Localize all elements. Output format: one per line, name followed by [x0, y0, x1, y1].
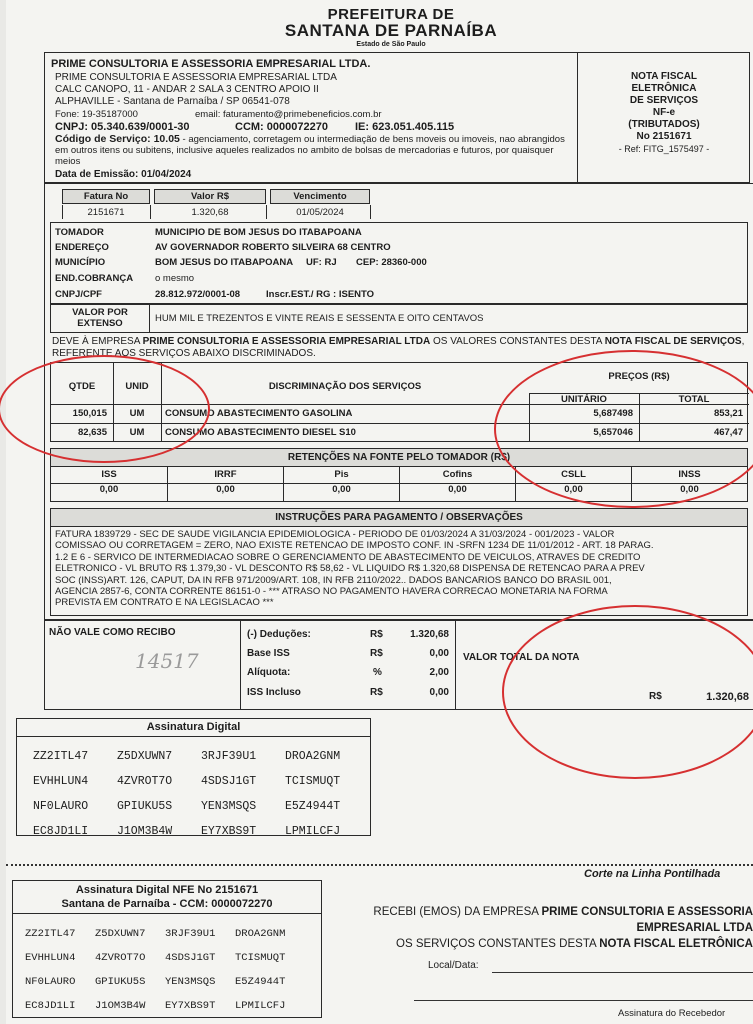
- valor-extenso-text: HUM MIL E TREZENTOS E VINTE REAIS E SESSENTA E OITO CENTAVOS: [155, 313, 484, 324]
- municipio-label: MUNICÍPIO: [55, 257, 106, 268]
- row2-unit: 5,657046: [593, 427, 633, 438]
- instrucoes-line: SOC (INSS)ART. 126, CAPUT, DA IN RFB 971/2009/ART. 108, IN RFB 2110/2022.. DADOS BANCARIOS BANCO DO BRASIL 001,: [55, 574, 612, 586]
- valor-value: 1.320,68: [191, 207, 229, 218]
- issuer-box: [44, 52, 750, 183]
- municipio-value: BOM JESUS DO ITABAPOANA: [155, 257, 294, 268]
- stub-code: 4ZVROT7O: [95, 952, 146, 964]
- signature-row: [33, 818, 369, 843]
- instrucoes-line: AGENCIA 2857-6, CONTA CORRENTE 86151-0 - *** ATRASO NO PAGAMENTO HAVERA CORRECAO MONETARIA NA FORMA: [55, 586, 608, 598]
- cut-line: [6, 864, 753, 866]
- stub-signature-row: [25, 921, 305, 945]
- stub-code: E5Z4944T: [235, 976, 286, 988]
- retencao-cell: [167, 467, 283, 501]
- retencao-value: 0,00: [216, 484, 235, 495]
- retencao-label: CSLL: [561, 469, 586, 480]
- cobranca-value: o mesmo: [155, 273, 195, 284]
- stub-code: 3RJF39U1: [165, 928, 216, 940]
- retencao-value: 0,00: [564, 484, 583, 495]
- fatura-value: 2151671: [87, 207, 125, 218]
- endereco-value: AV GOVERNADOR ROBERTO SILVEIRA 68 CENTRO: [155, 242, 391, 253]
- row2-total: 467,47: [713, 427, 743, 438]
- aliquota-unit: %: [373, 667, 382, 678]
- nota-fiscal-title: [583, 71, 745, 155]
- aliquota-label: Alíquota:: [247, 667, 291, 678]
- instrucoes-text: [55, 529, 654, 609]
- signature-row: [33, 793, 369, 818]
- signature-line: [414, 1000, 753, 1001]
- stub-code: GPIUKU5S: [95, 976, 146, 988]
- nota-number: No 2151671: [636, 131, 692, 142]
- fatura-label: Fatura No: [62, 189, 150, 204]
- instrucoes-line: COMISSAO OU CORRETAGEM = ZERO, NAO EXISTE RETENCAO DE IMPOSTO CONF. IN -SRFN 1234 DE 11/01/2012 - ART. 18 PARAG.: [55, 540, 654, 552]
- cobranca-label: END.COBRANÇA: [55, 273, 134, 284]
- signature-code: J1OM3B4W: [117, 825, 173, 838]
- stub-codes: [25, 921, 305, 1017]
- signature-code: TCISMUQT: [285, 775, 341, 788]
- row1-qtde: 150,015: [72, 408, 107, 419]
- unitario-header: UNITÁRIO: [561, 394, 607, 405]
- discriminacao-header: DISCRIMINAÇÃO DOS SERVIÇOS: [268, 381, 422, 392]
- inscricao-value: Inscr.EST./ RG : ISENTO: [266, 289, 375, 300]
- stub-code: LPMILCFJ: [235, 1000, 286, 1012]
- stub-code: EVHHLUN4: [25, 952, 76, 964]
- annotation-circle-prices: [494, 350, 753, 508]
- issuer-phone: Fone: 19-35187000: [55, 109, 138, 120]
- cnpj-label: CNPJ/CPF: [55, 289, 102, 300]
- row2-qtde: 82,635: [77, 427, 107, 438]
- corte-label: Corte na Linha Pontilhada: [584, 868, 721, 880]
- base-iss-value: 0,00: [429, 648, 449, 659]
- retencao-value: 0,00: [99, 484, 119, 495]
- stub-code: TCISMUQT: [235, 952, 286, 964]
- tomador-box: [50, 222, 748, 304]
- valor-total-value: 1.320,68: [706, 691, 749, 703]
- service-description: - agenciamento, corretagem ou intermediação de bens moveis ou imoveis, nao abrangidos em outros itens ou subitens, inclusive aqueles realizados no ambito de bolsas de mercadorias e futuros, por quaisquer meios: [55, 134, 565, 167]
- cep-value: CEP: 28360-000: [356, 257, 427, 268]
- recebi-line3: [332, 936, 753, 952]
- retencao-label: Cofins: [442, 469, 473, 480]
- row2-unid: UM: [129, 427, 145, 438]
- unid-header: UNID: [125, 381, 149, 392]
- valor-extenso-label2: EXTENSO: [77, 318, 123, 329]
- signature-code: EC8JD1LI: [33, 825, 89, 838]
- instrucoes-box: [50, 508, 748, 616]
- retencao-cell: [283, 467, 399, 501]
- signature-code: EY7XBS9T: [201, 825, 257, 838]
- stub-signature-box: [12, 880, 322, 1018]
- signature-code: 4SDSJ1GT: [201, 775, 257, 788]
- local-data-line: [492, 972, 753, 973]
- retencao-value: 0,00: [448, 484, 467, 495]
- stub-code: NF0LAURO: [25, 976, 76, 988]
- instrucoes-line: PREVISTA EM CONTRATO E NA LEGISLACAO ***: [55, 597, 274, 609]
- recebi-statement: [332, 904, 753, 952]
- deve-company: PRIME CONSULTORIA E ASSESSORIA EMPRESARIAL LTDA: [142, 336, 431, 347]
- city-line2: SANTANA DE PARNAÍBA: [284, 21, 498, 40]
- signature-code: LPMILCFJ: [285, 825, 341, 838]
- tomador-label: TOMADOR: [55, 227, 104, 238]
- stub-title-line2: Santana de Parnaíba - CCM: 0000072270: [61, 898, 273, 910]
- service-code: Código de Serviço: 10.05: [55, 133, 180, 145]
- qtde-header: QTDE: [68, 381, 96, 392]
- signature-code: EVHHLUN4: [33, 775, 89, 788]
- retencao-value: 0,00: [680, 484, 699, 495]
- signature-code: GPIUKU5S: [117, 800, 173, 813]
- retencao-value: 0,00: [332, 484, 351, 495]
- invoice-sheet: [6, 0, 753, 1024]
- recebi-line1: [332, 904, 753, 920]
- iss-incluso-value: 0,00: [429, 687, 449, 698]
- stub-code: 4SDSJ1GT: [165, 952, 216, 964]
- issuer-name: PRIME CONSULTORIA E ASSESSORIA EMPRESARIAL LTDA: [55, 72, 337, 83]
- recebi-line2: EMPRESARIAL LTDA: [636, 922, 753, 934]
- nao-vale-recibo: NÃO VALE COMO RECIBO: [49, 627, 176, 638]
- issuer-cnpj: CNPJ: 05.340.639/0001-30: [55, 121, 190, 133]
- nota-line1: NOTA FISCAL: [630, 71, 698, 82]
- iss-incluso-label: ISS Incluso: [247, 687, 301, 698]
- deducoes-label: (-) Deduções:: [247, 629, 311, 640]
- assinatura-codes: [33, 743, 369, 843]
- service-code-block: [55, 134, 570, 167]
- stub-code: EY7XBS9T: [165, 1000, 216, 1012]
- retencoes-title: RETENÇÕES NA FONTE PELO TOMADOR (R$): [51, 449, 747, 467]
- endereco-label: ENDEREÇO: [55, 242, 109, 253]
- issuer-ccm: CCM: 0000072270: [235, 121, 328, 133]
- stub-title: [13, 883, 321, 911]
- state-label: Estado de São Paulo: [356, 41, 426, 48]
- recebi-part1: RECEBI (EMOS) DA EMPRESA: [373, 906, 542, 918]
- recebi-part3: OS SERVIÇOS CONSTANTES DESTA: [396, 938, 600, 950]
- nota-line5: (TRIBUTADOS): [628, 119, 700, 130]
- stub-code: DROA2GNM: [235, 928, 286, 940]
- signature-code: 4ZVROT7O: [117, 775, 173, 788]
- deve-nota: NOTA FISCAL DE SERVIÇOS: [604, 336, 742, 347]
- recebi-company: PRIME CONSULTORIA E ASSESSORIA: [541, 906, 753, 918]
- aliquota-value: 2,00: [429, 667, 449, 678]
- stub-code: Z5DXUWN7: [95, 928, 146, 940]
- signature-row: [33, 743, 369, 768]
- signature-row: [33, 768, 369, 793]
- city-header: [246, 6, 536, 48]
- stub-signature-row: [25, 969, 305, 993]
- stub-code: EC8JD1LI: [25, 1000, 76, 1012]
- annotation-circle-total: [502, 605, 753, 779]
- row1-unid: UM: [129, 408, 145, 419]
- deducoes-unit: R$: [370, 629, 383, 640]
- retencao-label: INSS: [678, 469, 701, 480]
- valor-label: Valor R$: [154, 189, 266, 204]
- row1-unit: 5,687498: [593, 408, 633, 419]
- city-line1: PREFEITURA DE: [327, 6, 455, 23]
- valor-total-currency: R$: [649, 691, 662, 702]
- signature-code: E5Z4944T: [285, 800, 341, 813]
- recebi-nota: NOTA FISCAL ELETRÔNICA: [599, 938, 753, 950]
- signature-code: YEN3MSQS: [201, 800, 257, 813]
- signature-code: ZZ2ITL47: [33, 750, 89, 763]
- valor-extenso-box: [50, 304, 748, 333]
- issue-date: Data de Emissão: 01/04/2024: [55, 169, 192, 180]
- issuer-address1: CALC CANOPO, 11 - ANDAR 2 SALA 3 CENTRO APOIO II: [55, 84, 319, 95]
- assinatura-recebedor-label: Assinatura do Recebedor: [618, 1008, 726, 1019]
- instrucoes-title: INSTRUÇÕES PARA PAGAMENTO / OBSERVAÇÕES: [51, 509, 747, 527]
- valor-extenso-label1: VALOR POR: [72, 307, 128, 318]
- issuer-address2: ALPHAVILLE - Santana de Parnaíba / SP 06541-078: [55, 96, 290, 107]
- handwritten-note: 14517: [135, 649, 199, 673]
- retencao-cell: [399, 467, 515, 501]
- base-iss-label: Base ISS: [247, 648, 290, 659]
- deducoes-value: 1.320,68: [410, 629, 449, 640]
- deve-part1: DEVE À EMPRESA: [52, 336, 143, 347]
- instrucoes-line: ELETRONICO - VL BRUTO R$ 1.379,30 - VL DESCONTO R$ 58,62 - VL LIQUIDO R$ 1.320,68 DISPENSA DE RETENCAO PARA A PREV: [55, 563, 645, 575]
- retencao-label: ISS: [101, 469, 117, 480]
- local-data-label: Local/Data:: [428, 960, 479, 971]
- total-header: TOTAL: [678, 394, 710, 405]
- signature-code: NF0LAURO: [33, 800, 89, 813]
- issuer-name-bold: PRIME CONSULTORIA E ASSESSORIA EMPRESARIAL LTDA.: [51, 58, 371, 70]
- issuer-ie: IE: 623.051.405.115: [355, 121, 455, 133]
- instrucoes-line: 1.2 E 6 - SERVICO DE INTERMEDIACAO SOBRE O GERENCIAMENTO DE ABASTECIMENTO DE VEICULOS, ATRAVES DE CREDITO: [55, 551, 641, 563]
- tomador-value: MUNICIPIO DE BOM JESUS DO ITABAPOANA: [155, 227, 362, 238]
- cnpj-value: 28.812.972/0001-08: [155, 289, 241, 300]
- stub-code: J1OM3B4W: [95, 1000, 146, 1012]
- base-iss-unit: R$: [370, 648, 383, 659]
- retencao-label: IRRF: [214, 469, 237, 480]
- signature-code: Z5DXUWN7: [117, 750, 173, 763]
- stub-title-line1: Assinatura Digital NFE No 2151671: [75, 884, 259, 896]
- nota-line4: NF-e: [652, 107, 676, 118]
- vencimento-value: 01/05/2024: [296, 207, 344, 218]
- vencimento-label: Vencimento: [270, 189, 370, 204]
- stub-code: ZZ2ITL47: [25, 928, 76, 940]
- signature-code: DROA2GNM: [285, 750, 341, 763]
- assinatura-digital-title: Assinatura Digital: [17, 719, 370, 737]
- stub-signature-row: [25, 945, 305, 969]
- row1-total: 853,21: [713, 408, 743, 419]
- precos-header: PREÇOS (R$): [608, 371, 670, 382]
- retencao-cell: [51, 467, 167, 501]
- nota-ref: - Ref: FITG_1575497 -: [618, 144, 710, 154]
- row1-desc: CONSUMO ABASTECIMENTO GASOLINA: [165, 408, 353, 419]
- retencao-label: Pis: [334, 469, 349, 480]
- signature-code: 3RJF39U1: [201, 750, 257, 763]
- stub-code: YEN3MSQS: [165, 976, 216, 988]
- deve-part5: , REFERENTE AOS SERVIÇOS ABAIXO DISCRIMINADOS.: [52, 336, 745, 359]
- valor-total-label: VALOR TOTAL DA NOTA: [463, 652, 580, 663]
- nota-line2: ELETRÔNICA: [631, 83, 697, 94]
- nota-line3: DE SERVIÇOS: [629, 95, 699, 106]
- issuer-email: email: faturamento@primebeneficios.com.br: [195, 109, 382, 120]
- stub-signature-row: [25, 993, 305, 1017]
- valor-extenso-label: [51, 307, 149, 329]
- iss-incluso-unit: R$: [370, 687, 383, 698]
- deve-part3: OS VALORES CONSTANTES DESTA: [430, 336, 605, 347]
- annotation-circle-quantity: [0, 355, 210, 463]
- row2-desc: CONSUMO ABASTECIMENTO DIESEL S10: [165, 427, 356, 438]
- uf-value: UF: RJ: [306, 257, 337, 268]
- assinatura-digital-box: [16, 718, 371, 836]
- instrucoes-line: FATURA 1839729 - SEC DE SAUDE VIGILANCIA EPIDEMIOLOGICA - PERIODO DE 01/03/2024 A 31/03/2024 - 001/2023 - VALOR: [55, 529, 615, 540]
